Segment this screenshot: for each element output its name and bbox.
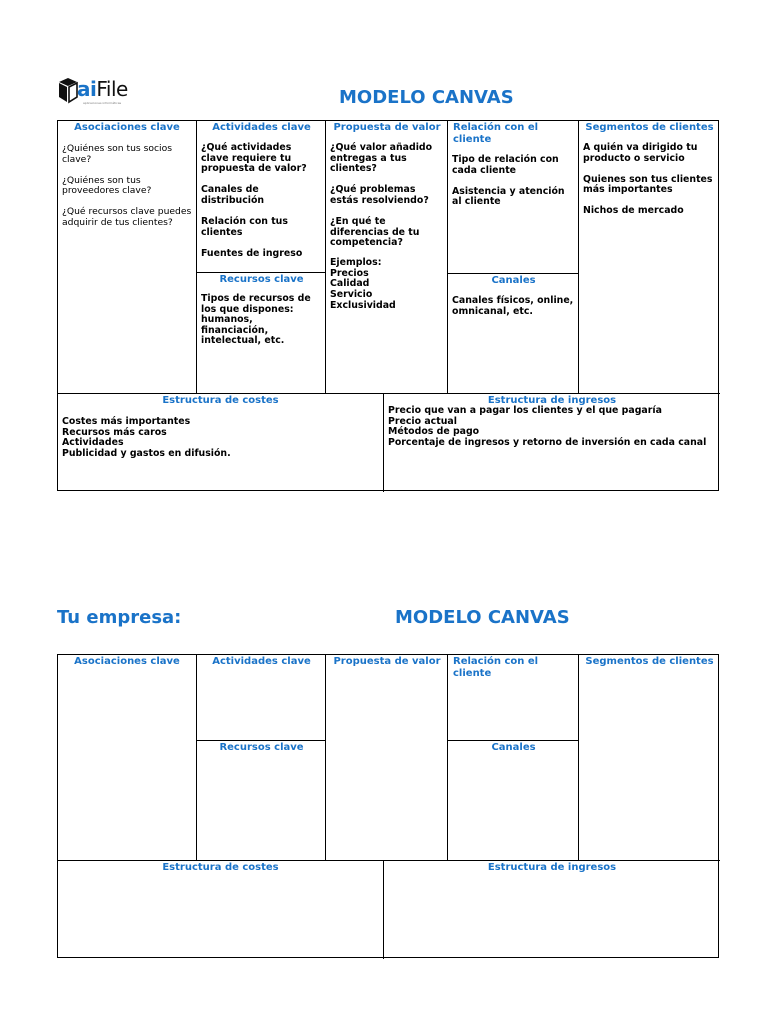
costes-item: Publicidad y gastos en difusión. [62,447,231,459]
asociaciones-clave-block [58,121,196,393]
asociaciones-clave-header: Asociaciones clave [74,122,180,133]
relacion-item: Tipo de relación con cada cliente [452,154,559,176]
ingresos-item: Porcentaje de ingresos y retorno de inversión en cada canal [388,436,707,448]
actividades-clave-empty-block[interactable] [196,655,326,740]
asociaciones-item: ¿Quiénes son tus socios clave? [62,143,173,165]
propuesta-valor-header: Propuesta de valor [333,656,441,667]
relacion-cliente-header: Relación con el cliente [453,122,539,145]
canvas1-title: MODELO CANVAS [339,87,514,108]
estructura-costes-empty-block[interactable] [58,860,383,959]
recursos-clave-header: Recursos clave [219,742,304,753]
estructura-costes-header: Estructura de costes [162,395,279,406]
estructura-ingresos-block [383,393,720,492]
estructura-ingresos-empty-block[interactable] [383,860,720,959]
propuesta-valor-header: Propuesta de valor [333,122,441,133]
actividades-item: Relación con tus clientes [201,215,288,238]
relacion-cliente-block [447,121,579,273]
canvas2-grid [57,654,719,958]
estructura-costes-header: Estructura de costes [162,862,279,873]
costes-item: Actividades [62,437,124,449]
costes-item: Costes más importantes [62,416,191,427]
propuesta-valor-block [325,121,448,393]
segmentos-clientes-header: Segmentos de clientes [585,656,714,667]
estructura-costes-block [58,393,383,492]
propuesta-valor-empty-block[interactable] [325,655,448,860]
segmentos-item: A quién va dirigido tu producto o servicio [583,142,698,164]
recursos-clave-header: Recursos clave [219,274,304,285]
recursos-clave-block [196,272,326,393]
propuesta-item: ¿Qué problemas estás resolviendo? [330,184,429,206]
costes-item: Recursos más caros [62,426,167,438]
logo-wordmark: aiFile [77,77,128,101]
recursos-item: Tipos de recursos de los que dispones: humanos, financiación, intelectual, etc. [201,293,311,347]
canales-header: Canales [491,275,536,286]
relacion-cliente-empty-block[interactable] [447,655,579,740]
canales-block [447,273,579,393]
actividades-clave-block [196,121,326,272]
canales-empty-block[interactable] [447,740,579,860]
estructura-ingresos-header: Estructura de ingresos [487,395,617,406]
ingresos-item: Precio actual [388,415,457,427]
canvas1-grid [57,120,719,491]
ejemplo-item: Servicio [330,289,373,301]
asociaciones-item: ¿Quiénes son tus proveedores clave? [62,174,152,197]
asociaciones-clave-empty-block[interactable] [58,655,196,860]
propuesta-item: ¿En qué te diferencias de tu competencia? [330,215,420,249]
relacion-cliente-header: Relación con el cliente [453,656,539,679]
asociaciones-item: ¿Qué recursos clave puedes adquirir de tus clientes? [62,206,192,228]
segmentos-clientes-block [578,121,720,393]
ejemplo-item: Precios [330,267,369,279]
segmentos-item: Quienes son tus clientes más importantes [583,173,713,196]
segmentos-clientes-header: Segmentos de clientes [585,122,714,133]
recursos-clave-empty-block[interactable] [196,740,326,860]
ejemplos-label: Ejemplos: [330,257,382,269]
segmentos-item: Nichos de mercado [583,205,684,217]
estructura-ingresos-header: Estructura de ingresos [487,862,617,873]
actividades-item: Canales de distribución [201,184,265,206]
propuesta-item: ¿Qué valor añadido entregas a tus clientes? [330,142,433,175]
company-label: Tu empresa: [57,607,182,628]
ejemplo-item: Exclusividad [330,299,396,311]
asociaciones-clave-header: Asociaciones clave [74,656,180,667]
relacion-item: Asistencia y atención al cliente [452,185,565,208]
canales-item: Canales físicos, online, omnicanal, etc. [452,295,574,317]
canales-header: Canales [491,742,536,753]
logo-tagline: aplicaciones informáticas [83,101,122,105]
ejemplo-item: Calidad [330,278,370,290]
aifile-logo [57,76,137,106]
actividades-item: ¿Qué actividades clave requiere tu propuesta de valor? [201,142,307,175]
segmentos-clientes-empty-block[interactable] [578,655,720,860]
ingresos-item: Precio que van a pagar los clientes y el que pagaría [388,405,662,416]
actividades-clave-header: Actividades clave [212,122,311,133]
actividades-item: Fuentes de ingreso [201,247,303,259]
canvas2-title: MODELO CANVAS [395,607,570,628]
actividades-clave-header: Actividades clave [212,656,311,667]
cube-logo-icon [57,76,79,104]
ingresos-item: Métodos de pago [388,426,480,438]
